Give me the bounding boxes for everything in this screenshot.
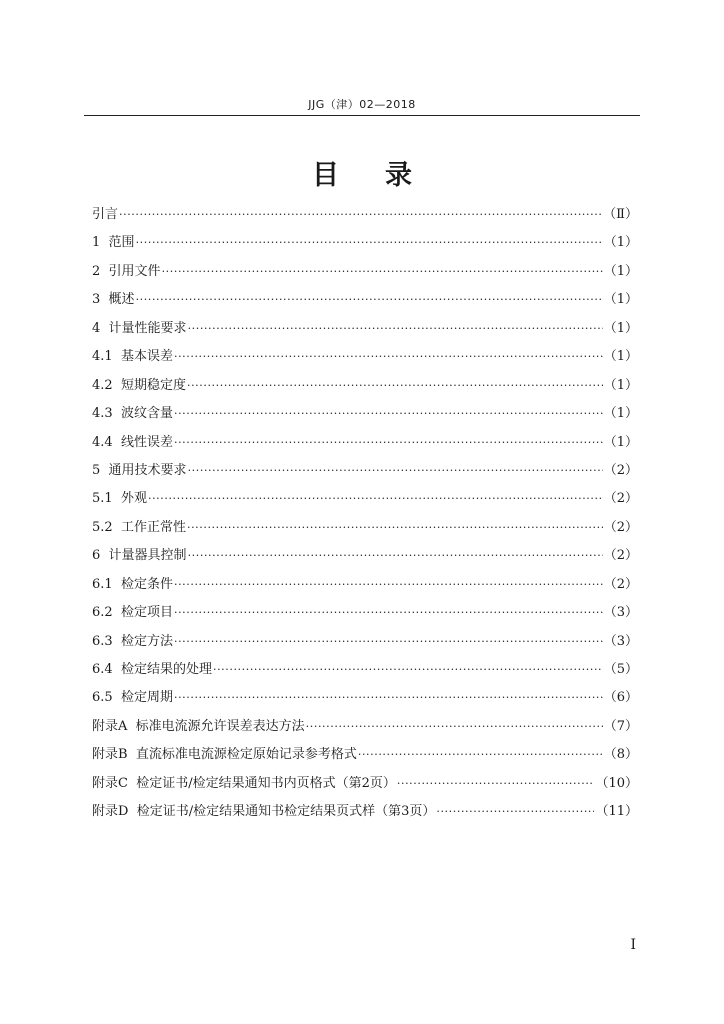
toc-dot-leader bbox=[136, 229, 603, 257]
toc-entry-page: （Ⅱ） bbox=[603, 207, 638, 222]
toc-dot-leader bbox=[174, 628, 603, 656]
toc-entry[interactable] bbox=[92, 201, 638, 229]
toc-entry-label: 范围 bbox=[108, 235, 135, 251]
toc-dot-leader bbox=[174, 571, 603, 599]
toc-entry-page: （1） bbox=[603, 235, 638, 251]
toc-entry-number: 6.2 bbox=[92, 605, 121, 621]
toc-entry-page: （1） bbox=[603, 377, 638, 393]
toc-entry[interactable] bbox=[92, 372, 638, 400]
toc-entry[interactable] bbox=[92, 656, 638, 684]
page-number: I bbox=[630, 937, 636, 953]
toc-entry-label: 短期稳定度 bbox=[120, 377, 186, 393]
toc-entry-label: 工作正常性 bbox=[120, 519, 186, 535]
toc-entry-number: 4 bbox=[92, 320, 109, 336]
toc-dot-leader bbox=[306, 713, 603, 741]
toc-dot-leader bbox=[174, 400, 603, 428]
toc-entry-number: 3 bbox=[92, 292, 109, 308]
toc-dot-leader bbox=[187, 372, 603, 400]
toc-entry-page: （2） bbox=[603, 491, 638, 507]
header-rule bbox=[84, 115, 640, 116]
toc-dot-leader bbox=[174, 343, 603, 371]
toc-entry-page: （3） bbox=[603, 633, 638, 649]
toc-entry-page: （1） bbox=[603, 320, 638, 336]
toc-entry-page: （3） bbox=[603, 605, 638, 621]
toc-dot-leader bbox=[174, 599, 603, 627]
toc-entry-page: （10） bbox=[595, 775, 638, 791]
toc-entry-number: 附录A bbox=[92, 718, 136, 734]
toc-dot-leader bbox=[174, 429, 603, 457]
toc-entry[interactable] bbox=[92, 485, 638, 513]
toc-entry-label: 波纹含量 bbox=[120, 406, 173, 422]
toc-entry-number: 5.2 bbox=[92, 519, 121, 535]
toc-entry-page: （1） bbox=[603, 349, 638, 365]
toc-entry[interactable] bbox=[92, 286, 638, 314]
toc-entry-number: 6 bbox=[92, 548, 109, 564]
toc-entry-page: （5） bbox=[603, 662, 638, 677]
toc-entry-page: （1） bbox=[603, 406, 638, 422]
toc-dot-leader bbox=[136, 286, 603, 314]
toc-entry-label: 标准电流源允许误差表达方法 bbox=[135, 718, 305, 734]
toc-entry-number: 附录B bbox=[92, 747, 136, 763]
toc-entry-label: 计量性能要求 bbox=[108, 320, 187, 336]
toc-entry-page: （8） bbox=[603, 747, 638, 763]
toc-entry-page: （6） bbox=[603, 690, 638, 706]
toc-entry-label: 检定方法 bbox=[120, 633, 173, 649]
toc-entry-number: 6.5 bbox=[92, 690, 121, 706]
toc-entry[interactable] bbox=[92, 684, 638, 712]
toc-entry-number: 4.2 bbox=[92, 377, 121, 393]
toc-dot-leader bbox=[213, 656, 603, 684]
toc-entry-number: 5 bbox=[92, 462, 109, 478]
toc-entry-number: 6.4 bbox=[92, 662, 121, 677]
toc-dot-leader bbox=[174, 684, 603, 712]
toc-entry-label: 引用文件 bbox=[108, 263, 161, 279]
toc-entry-number: 附录C bbox=[92, 775, 137, 791]
toc-entry[interactable] bbox=[92, 713, 638, 741]
toc-dot-leader bbox=[397, 770, 595, 798]
toc-entry[interactable] bbox=[92, 400, 638, 428]
running-header: JJG（津）02—2018 bbox=[308, 98, 416, 111]
toc-entry-label: 线性误差 bbox=[120, 434, 173, 450]
toc-entry[interactable] bbox=[92, 315, 638, 343]
toc-entry[interactable] bbox=[92, 514, 638, 542]
toc-entry-page: （2） bbox=[603, 462, 638, 478]
toc-entry-label: 引言 bbox=[92, 207, 119, 222]
toc-entry[interactable] bbox=[92, 457, 638, 485]
toc-entry[interactable] bbox=[92, 229, 638, 257]
page-title: 目录 bbox=[312, 160, 458, 191]
toc-entry-number: 4.3 bbox=[92, 406, 121, 422]
toc-entry-label: 通用技术要求 bbox=[108, 462, 187, 478]
toc-entry-number: 5.1 bbox=[92, 491, 121, 507]
toc-entry-number: 6.3 bbox=[92, 633, 121, 649]
toc-entry-label: 计量器具控制 bbox=[108, 548, 187, 564]
toc-entry[interactable] bbox=[92, 542, 638, 570]
toc-dot-leader bbox=[162, 258, 603, 286]
toc-entry-label: 检定条件 bbox=[120, 576, 173, 592]
toc-entry-page: （7） bbox=[603, 718, 638, 734]
toc-entry[interactable] bbox=[92, 770, 638, 798]
toc-entry-label: 检定证书/检定结果通知书检定结果页式样（第3页） bbox=[136, 804, 436, 820]
toc-entry-number: 2 bbox=[92, 263, 109, 279]
toc-entry-page: （2） bbox=[603, 548, 638, 564]
toc-entry-page: （1） bbox=[603, 434, 638, 450]
toc-entry-page: （2） bbox=[603, 519, 638, 535]
toc-entry[interactable] bbox=[92, 343, 638, 371]
toc-entry-number: 1 bbox=[92, 235, 109, 251]
toc-entry[interactable] bbox=[92, 599, 638, 627]
toc-entry-label: 检定结果的处理 bbox=[120, 662, 212, 677]
toc-entry[interactable] bbox=[92, 429, 638, 457]
toc-entry-page: （11） bbox=[595, 804, 638, 820]
toc-dot-leader bbox=[188, 457, 603, 485]
toc-entry-label: 直流标准电流源检定原始记录参考格式 bbox=[135, 747, 357, 763]
toc-entry[interactable] bbox=[92, 741, 638, 769]
toc-dot-leader bbox=[187, 514, 603, 542]
toc-entry[interactable] bbox=[92, 628, 638, 656]
toc-entry-page: （2） bbox=[603, 576, 638, 592]
toc-entry-label: 检定项目 bbox=[120, 605, 173, 621]
toc-entry[interactable] bbox=[92, 798, 638, 826]
table-of-contents bbox=[92, 201, 638, 827]
toc-entry-label: 外观 bbox=[120, 491, 147, 507]
toc-entry-page: （1） bbox=[603, 263, 638, 279]
toc-entry-number: 4.1 bbox=[92, 349, 121, 365]
toc-dot-leader bbox=[188, 315, 603, 343]
toc-dot-leader bbox=[188, 542, 603, 570]
toc-entry-label: 基本误差 bbox=[120, 349, 173, 365]
toc-entry-number: 4.4 bbox=[92, 434, 121, 450]
toc-entry-number: 附录D bbox=[92, 804, 137, 820]
toc-entry-page: （1） bbox=[603, 292, 638, 308]
toc-entry-label: 检定证书/检定结果通知书内页格式（第2页） bbox=[136, 775, 396, 791]
toc-entry-label: 概述 bbox=[108, 292, 135, 308]
toc-entry[interactable] bbox=[92, 258, 638, 286]
toc-entry-label: 检定周期 bbox=[120, 690, 173, 706]
toc-dot-leader bbox=[119, 201, 602, 229]
toc-entry[interactable] bbox=[92, 571, 638, 599]
toc-dot-leader bbox=[148, 485, 603, 513]
toc-dot-leader bbox=[436, 798, 594, 826]
toc-entry-number: 6.1 bbox=[92, 576, 121, 592]
toc-dot-leader bbox=[358, 741, 603, 769]
